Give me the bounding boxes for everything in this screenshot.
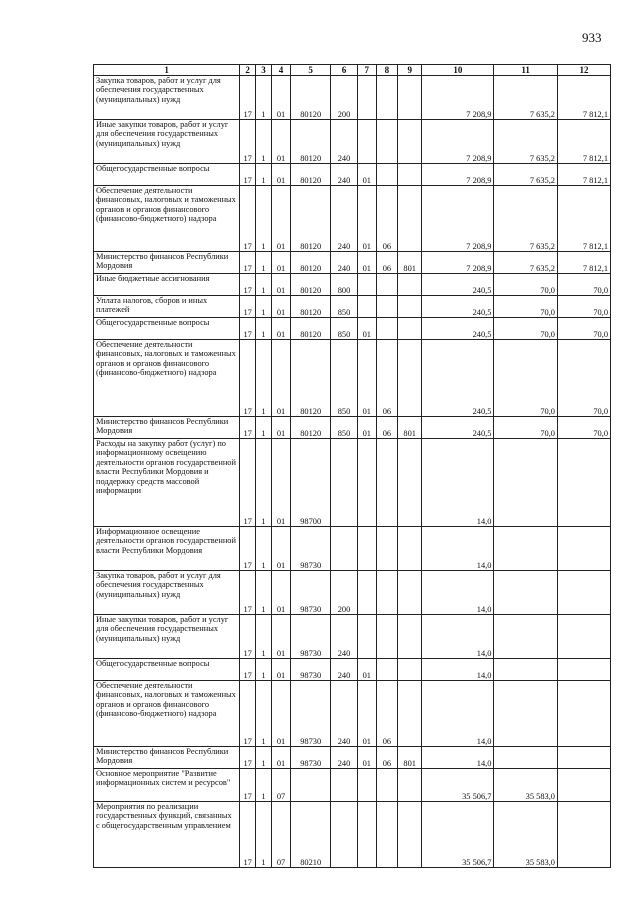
row-value-cell <box>398 318 422 340</box>
row-value-cell: 01 <box>271 615 290 659</box>
row-value-cell: 01 <box>357 252 376 274</box>
row-value-cell: 17 <box>240 186 256 252</box>
row-value-cell: 98730 <box>291 571 331 615</box>
row-value-cell <box>357 76 376 120</box>
row-value-cell <box>398 681 422 747</box>
row-value-cell: 01 <box>357 681 376 747</box>
row-value-cell: 70,0 <box>557 296 610 318</box>
table-row <box>94 439 611 527</box>
table-row <box>94 417 611 439</box>
column-header: 11 <box>494 65 558 76</box>
row-value-cell <box>398 527 422 571</box>
row-name-cell: Общегосударственные вопросы <box>94 164 240 186</box>
row-value-cell <box>357 527 376 571</box>
row-value-cell: 850 <box>331 340 357 417</box>
page-number: 933 <box>582 30 602 45</box>
row-value-cell: 240 <box>331 120 357 164</box>
row-value-cell: 98730 <box>291 659 331 681</box>
row-name-cell: Информационное освещение деятельности органов государственной власти Республики Мордовия <box>94 527 240 571</box>
row-value-cell: 01 <box>271 186 290 252</box>
row-value-cell: 70,0 <box>494 340 558 417</box>
row-value-cell <box>376 120 397 164</box>
table-row <box>94 527 611 571</box>
row-value-cell <box>398 186 422 252</box>
row-value-cell <box>557 571 610 615</box>
table-row <box>94 747 611 769</box>
row-value-cell: 1 <box>256 802 272 868</box>
row-value-cell: 1 <box>256 417 272 439</box>
row-value-cell: 80120 <box>291 252 331 274</box>
row-value-cell: 98730 <box>291 527 331 571</box>
row-value-cell <box>398 571 422 615</box>
row-value-cell: 80120 <box>291 274 331 296</box>
row-value-cell: 17 <box>240 296 256 318</box>
row-value-cell <box>398 659 422 681</box>
row-value-cell: 240 <box>331 681 357 747</box>
row-value-cell: 1 <box>256 527 272 571</box>
row-value-cell <box>376 615 397 659</box>
row-value-cell: 240 <box>331 615 357 659</box>
row-value-cell: 06 <box>376 340 397 417</box>
column-header: 8 <box>376 65 397 76</box>
row-value-cell: 801 <box>398 417 422 439</box>
row-name-cell: Обеспечение деятельности финансовых, налоговых и таможенных органов и органов финансового (финансово-бюджетного) надзора <box>94 340 240 417</box>
row-value-cell: 80120 <box>291 340 331 417</box>
row-value-cell: 80120 <box>291 186 331 252</box>
row-value-cell: 01 <box>271 571 290 615</box>
row-value-cell: 7 635,2 <box>494 164 558 186</box>
row-value-cell: 80120 <box>291 120 331 164</box>
row-value-cell: 1 <box>256 318 272 340</box>
row-value-cell: 14,0 <box>422 615 494 659</box>
row-value-cell: 01 <box>271 659 290 681</box>
row-value-cell: 98730 <box>291 747 331 769</box>
row-value-cell <box>376 802 397 868</box>
row-value-cell <box>331 802 357 868</box>
row-value-cell: 70,0 <box>494 417 558 439</box>
row-value-cell: 14,0 <box>422 571 494 615</box>
row-value-cell: 850 <box>331 318 357 340</box>
row-value-cell <box>398 274 422 296</box>
row-value-cell: 06 <box>376 681 397 747</box>
row-name-cell: Расходы на закупку работ (услуг) по информационному освещению деятельности органов государственной власти Республики Мордовия и поддержку средств массовой информации <box>94 439 240 527</box>
table-row <box>94 76 611 120</box>
row-value-cell: 98700 <box>291 439 331 527</box>
row-value-cell <box>557 659 610 681</box>
row-value-cell: 17 <box>240 318 256 340</box>
row-value-cell: 7 635,2 <box>494 120 558 164</box>
row-value-cell: 7 812,1 <box>557 252 610 274</box>
row-value-cell: 800 <box>331 274 357 296</box>
column-header: 12 <box>557 65 610 76</box>
row-value-cell <box>291 769 331 802</box>
row-value-cell: 7 208,9 <box>422 76 494 120</box>
row-value-cell: 01 <box>271 747 290 769</box>
row-value-cell <box>398 769 422 802</box>
row-value-cell: 17 <box>240 274 256 296</box>
row-value-cell: 70,0 <box>557 340 610 417</box>
row-value-cell <box>494 571 558 615</box>
row-value-cell <box>398 296 422 318</box>
row-value-cell <box>376 76 397 120</box>
row-value-cell: 17 <box>240 417 256 439</box>
row-name-cell: Министерство финансов Республики Мордовия <box>94 252 240 274</box>
row-value-cell: 7 812,1 <box>557 76 610 120</box>
row-value-cell <box>557 615 610 659</box>
row-value-cell <box>376 296 397 318</box>
row-value-cell <box>376 439 397 527</box>
row-value-cell: 1 <box>256 747 272 769</box>
row-value-cell: 17 <box>240 340 256 417</box>
row-value-cell <box>494 439 558 527</box>
row-value-cell: 14,0 <box>422 747 494 769</box>
row-value-cell: 850 <box>331 417 357 439</box>
row-value-cell <box>398 340 422 417</box>
row-value-cell <box>331 439 357 527</box>
row-value-cell <box>494 681 558 747</box>
row-value-cell: 1 <box>256 681 272 747</box>
column-header: 10 <box>422 65 494 76</box>
row-value-cell <box>557 747 610 769</box>
row-value-cell: 1 <box>256 186 272 252</box>
row-value-cell: 850 <box>331 296 357 318</box>
row-value-cell <box>357 802 376 868</box>
row-value-cell: 01 <box>271 252 290 274</box>
row-value-cell: 80210 <box>291 802 331 868</box>
row-value-cell: 7 208,9 <box>422 164 494 186</box>
row-value-cell: 01 <box>271 439 290 527</box>
row-name-cell: Закупка товаров, работ и услуг для обеспечения государственных (муниципальных) нужд <box>94 571 240 615</box>
row-value-cell: 801 <box>398 747 422 769</box>
table-row <box>94 615 611 659</box>
row-value-cell: 70,0 <box>494 318 558 340</box>
row-value-cell: 01 <box>271 274 290 296</box>
row-value-cell: 7 208,9 <box>422 186 494 252</box>
row-value-cell <box>494 747 558 769</box>
row-value-cell: 17 <box>240 527 256 571</box>
row-name-cell: Основное мероприятие "Развитие информационных систем и ресурсов" <box>94 769 240 802</box>
row-name-cell: Иные бюджетные ассигнования <box>94 274 240 296</box>
row-value-cell <box>331 769 357 802</box>
row-value-cell: 7 812,1 <box>557 120 610 164</box>
row-value-cell: 240 <box>331 252 357 274</box>
row-value-cell: 35 583,0 <box>494 769 558 802</box>
table-row <box>94 186 611 252</box>
row-value-cell: 35 583,0 <box>494 802 558 868</box>
row-value-cell: 240,5 <box>422 417 494 439</box>
table-row <box>94 296 611 318</box>
row-name-cell: Министерство финансов Республики Мордовия <box>94 747 240 769</box>
row-value-cell <box>557 527 610 571</box>
row-value-cell: 14,0 <box>422 439 494 527</box>
row-value-cell: 01 <box>357 659 376 681</box>
row-value-cell: 07 <box>271 769 290 802</box>
row-value-cell: 1 <box>256 659 272 681</box>
row-value-cell: 7 208,9 <box>422 120 494 164</box>
row-value-cell: 01 <box>357 747 376 769</box>
table-row <box>94 769 611 802</box>
row-value-cell: 98730 <box>291 681 331 747</box>
row-value-cell: 1 <box>256 252 272 274</box>
row-value-cell: 35 506,7 <box>422 769 494 802</box>
row-value-cell: 7 812,1 <box>557 186 610 252</box>
row-value-cell: 7 635,2 <box>494 186 558 252</box>
table-row <box>94 340 611 417</box>
row-value-cell: 240 <box>331 186 357 252</box>
row-value-cell: 01 <box>357 186 376 252</box>
row-value-cell: 01 <box>271 681 290 747</box>
row-value-cell: 01 <box>271 340 290 417</box>
row-value-cell: 17 <box>240 769 256 802</box>
column-header: 2 <box>240 65 256 76</box>
row-value-cell: 80120 <box>291 318 331 340</box>
row-value-cell: 1 <box>256 76 272 120</box>
row-value-cell: 06 <box>376 417 397 439</box>
row-value-cell: 7 208,9 <box>422 252 494 274</box>
row-value-cell <box>398 802 422 868</box>
column-header: 4 <box>271 65 290 76</box>
row-value-cell: 01 <box>357 340 376 417</box>
row-value-cell: 1 <box>256 571 272 615</box>
row-name-cell: Иные закупки товаров, работ и услуг для обеспечения государственных (муниципальных) нужд <box>94 120 240 164</box>
column-header: 7 <box>357 65 376 76</box>
row-value-cell: 1 <box>256 296 272 318</box>
row-value-cell: 17 <box>240 571 256 615</box>
row-value-cell: 1 <box>256 615 272 659</box>
row-value-cell: 06 <box>376 186 397 252</box>
row-value-cell: 14,0 <box>422 681 494 747</box>
row-value-cell <box>376 164 397 186</box>
row-value-cell <box>557 769 610 802</box>
row-value-cell <box>557 802 610 868</box>
row-value-cell: 01 <box>271 164 290 186</box>
row-value-cell <box>357 615 376 659</box>
row-value-cell: 80120 <box>291 417 331 439</box>
row-value-cell: 98730 <box>291 615 331 659</box>
row-value-cell: 1 <box>256 120 272 164</box>
row-value-cell: 7 812,1 <box>557 164 610 186</box>
row-value-cell: 17 <box>240 439 256 527</box>
row-value-cell <box>357 274 376 296</box>
row-name-cell: Уплата налогов, сборов и иных платежей <box>94 296 240 318</box>
row-name-cell: Общегосударственные вопросы <box>94 318 240 340</box>
row-value-cell: 70,0 <box>557 274 610 296</box>
row-name-cell: Мероприятия по реализации государственных функций, связанных с общегосударственным управлением <box>94 802 240 868</box>
budget-table <box>93 64 611 868</box>
row-value-cell: 240 <box>331 164 357 186</box>
row-name-cell: Общегосударственные вопросы <box>94 659 240 681</box>
row-value-cell: 80120 <box>291 296 331 318</box>
row-value-cell: 240,5 <box>422 340 494 417</box>
row-name-cell: Закупка товаров, работ и услуг для обеспечения государственных (муниципальных) нужд <box>94 76 240 120</box>
row-value-cell: 01 <box>357 164 376 186</box>
row-value-cell: 01 <box>271 318 290 340</box>
row-value-cell: 17 <box>240 747 256 769</box>
row-value-cell: 1 <box>256 274 272 296</box>
row-value-cell <box>376 274 397 296</box>
row-value-cell: 240,5 <box>422 274 494 296</box>
row-value-cell <box>398 76 422 120</box>
row-value-cell: 14,0 <box>422 659 494 681</box>
row-value-cell <box>398 120 422 164</box>
row-value-cell: 01 <box>271 417 290 439</box>
row-value-cell <box>331 527 357 571</box>
row-value-cell: 01 <box>271 76 290 120</box>
table-row <box>94 681 611 747</box>
column-header: 9 <box>398 65 422 76</box>
table-row <box>94 120 611 164</box>
row-value-cell <box>357 439 376 527</box>
row-value-cell: 01 <box>271 527 290 571</box>
row-value-cell <box>357 571 376 615</box>
table-row <box>94 571 611 615</box>
table-row <box>94 274 611 296</box>
row-value-cell <box>494 527 558 571</box>
table-row <box>94 318 611 340</box>
row-value-cell: 1 <box>256 164 272 186</box>
row-value-cell <box>557 439 610 527</box>
row-value-cell <box>494 615 558 659</box>
row-value-cell: 07 <box>271 802 290 868</box>
row-value-cell: 70,0 <box>557 417 610 439</box>
row-value-cell: 14,0 <box>422 527 494 571</box>
row-value-cell <box>357 120 376 164</box>
row-value-cell <box>398 439 422 527</box>
row-value-cell <box>376 318 397 340</box>
row-value-cell: 01 <box>271 120 290 164</box>
row-value-cell: 17 <box>240 681 256 747</box>
row-value-cell: 17 <box>240 76 256 120</box>
row-value-cell: 240,5 <box>422 318 494 340</box>
row-value-cell: 70,0 <box>557 318 610 340</box>
row-value-cell <box>398 615 422 659</box>
row-name-cell: Обеспечение деятельности финансовых, налоговых и таможенных органов и органов финансового (финансово-бюджетного) надзора <box>94 681 240 747</box>
row-value-cell <box>494 659 558 681</box>
row-value-cell: 01 <box>357 318 376 340</box>
table-row <box>94 164 611 186</box>
table-header-row <box>94 65 611 76</box>
row-name-cell: Обеспечение деятельности финансовых, налоговых и таможенных органов и органов финансового (финансово-бюджетного) надзора <box>94 186 240 252</box>
row-value-cell: 17 <box>240 120 256 164</box>
row-value-cell: 01 <box>357 417 376 439</box>
row-value-cell: 200 <box>331 571 357 615</box>
row-value-cell: 1 <box>256 769 272 802</box>
row-name-cell: Иные закупки товаров, работ и услуг для обеспечения государственных (муниципальных) нужд <box>94 615 240 659</box>
row-value-cell: 70,0 <box>494 274 558 296</box>
row-value-cell: 240 <box>331 747 357 769</box>
row-value-cell: 80120 <box>291 76 331 120</box>
row-value-cell: 17 <box>240 164 256 186</box>
row-value-cell: 801 <box>398 252 422 274</box>
row-value-cell: 7 635,2 <box>494 252 558 274</box>
row-value-cell: 240,5 <box>422 296 494 318</box>
row-value-cell: 06 <box>376 252 397 274</box>
row-value-cell: 80120 <box>291 164 331 186</box>
row-value-cell: 17 <box>240 252 256 274</box>
table-row <box>94 802 611 868</box>
row-value-cell <box>376 571 397 615</box>
column-header: 5 <box>291 65 331 76</box>
row-value-cell: 7 635,2 <box>494 76 558 120</box>
row-value-cell: 1 <box>256 340 272 417</box>
row-value-cell <box>376 659 397 681</box>
row-value-cell <box>357 769 376 802</box>
row-value-cell <box>376 527 397 571</box>
table-row <box>94 252 611 274</box>
row-value-cell: 70,0 <box>494 296 558 318</box>
row-value-cell: 17 <box>240 659 256 681</box>
row-value-cell: 06 <box>376 747 397 769</box>
row-value-cell: 1 <box>256 439 272 527</box>
row-value-cell <box>376 769 397 802</box>
row-value-cell: 35 506,7 <box>422 802 494 868</box>
table-row <box>94 659 611 681</box>
row-value-cell: 200 <box>331 76 357 120</box>
row-value-cell: 17 <box>240 802 256 868</box>
column-header: 3 <box>256 65 272 76</box>
row-name-cell: Министерство финансов Республики Мордовия <box>94 417 240 439</box>
row-value-cell <box>557 681 610 747</box>
column-header: 6 <box>331 65 357 76</box>
row-value-cell: 17 <box>240 615 256 659</box>
row-value-cell <box>357 296 376 318</box>
row-value-cell: 01 <box>271 296 290 318</box>
column-header: 1 <box>94 65 240 76</box>
row-value-cell: 240 <box>331 659 357 681</box>
row-value-cell <box>398 164 422 186</box>
